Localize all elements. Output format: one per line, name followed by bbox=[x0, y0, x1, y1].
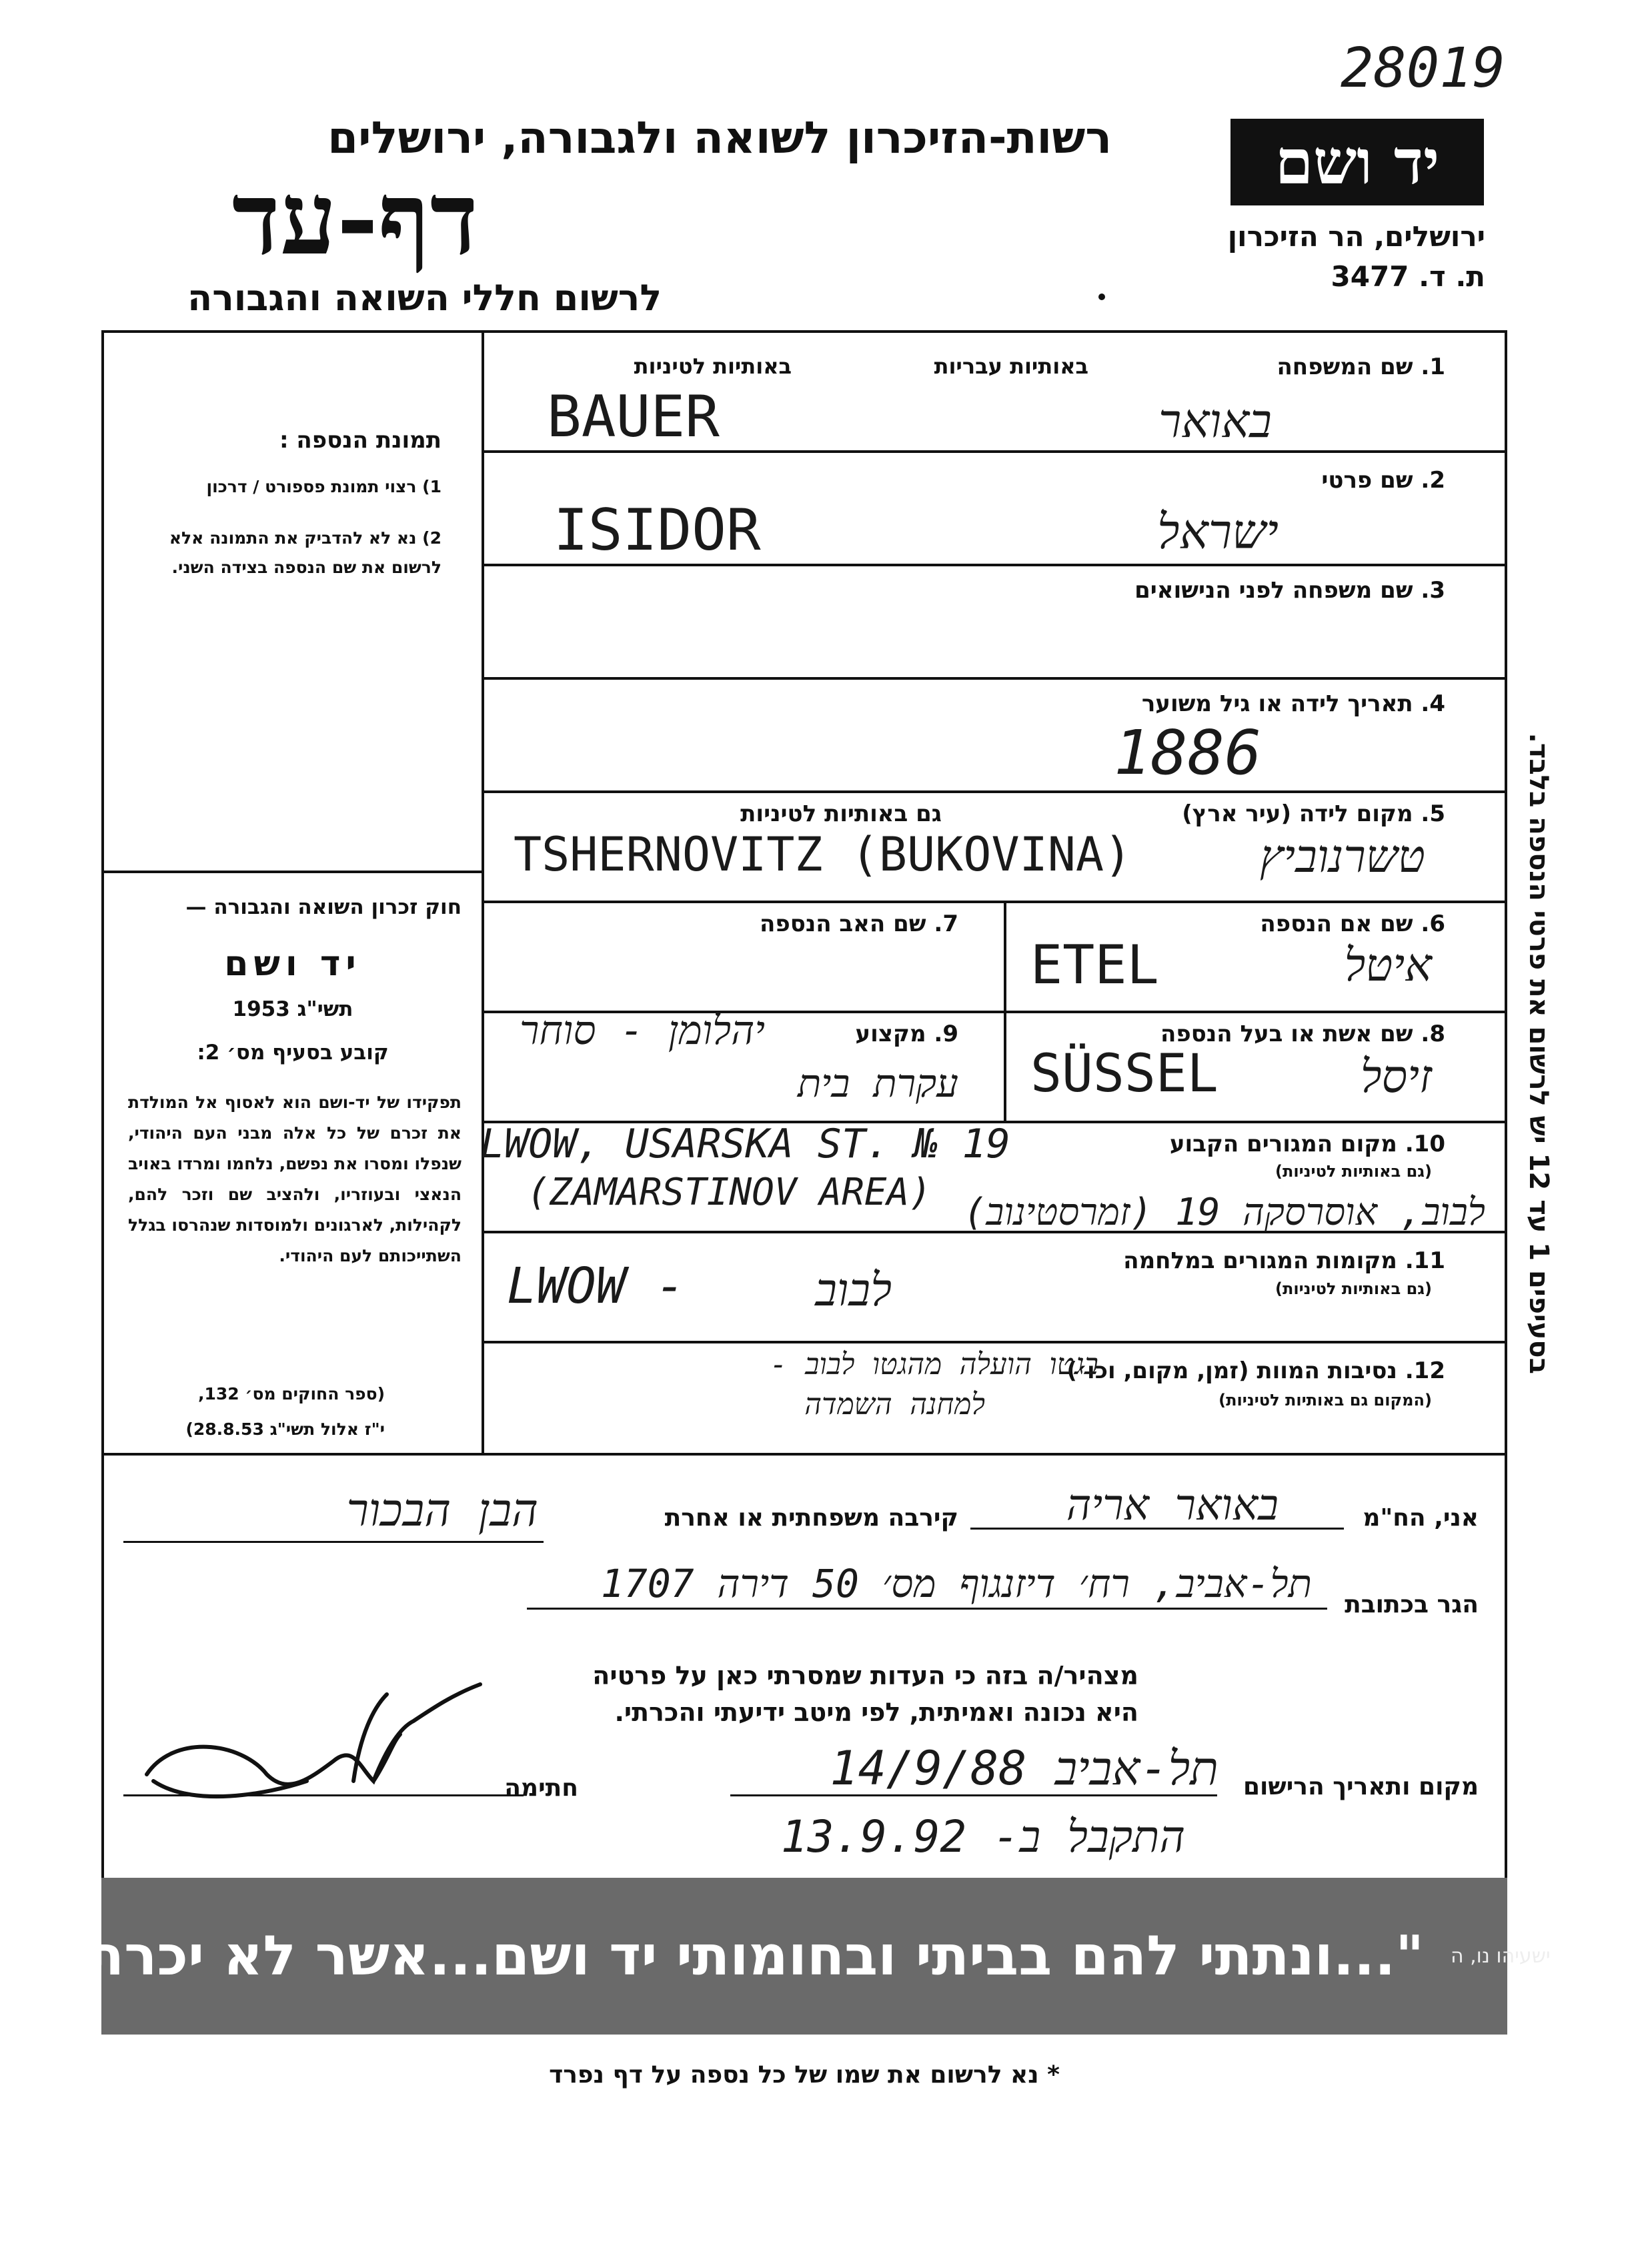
mid-column-divider bbox=[1004, 901, 1006, 1121]
field-8-label: 8. שם אשת או בעל הנספה bbox=[1160, 1021, 1445, 1047]
field-2-hebrew-value: ישראל bbox=[1156, 504, 1279, 560]
footer-note: * נא לרשום את שמו של כל נספה על דף נפרד bbox=[549, 2061, 1060, 2089]
field-12-label: 12. נסיבות המוות (זמן, מקום, וכו׳) bbox=[1066, 1357, 1445, 1384]
field-10-latin-line-1: LWOW, USARSKA ST. № 19 bbox=[480, 1121, 1010, 1167]
authority-name: רשות-הזיכרון לשואה ולגבורה, ירושלים bbox=[327, 112, 1112, 163]
row-divider-5 bbox=[482, 901, 1507, 903]
field-7-label: 7. שם האב הנספה bbox=[760, 911, 958, 937]
field-6-latin-value: ETEL bbox=[1030, 934, 1159, 996]
field-9-value-1: יהלומן - סוחר bbox=[520, 1007, 765, 1054]
col-header-hebrew: באותיות עבריות bbox=[934, 354, 1088, 379]
field-1-hebrew-value: באואר bbox=[1158, 394, 1272, 448]
field-10-hebrew-value: לבוב, אוסרסקה 19 (זמרסטינוב) bbox=[963, 1191, 1485, 1234]
row-divider-4 bbox=[482, 790, 1507, 793]
field-8-hebrew-value: זיסל bbox=[1360, 1051, 1432, 1103]
banner-quote: "...ונתתי להם בביתי ובחומותי יד ושם...אשר לא יכרת" bbox=[58, 1924, 1424, 1988]
field-12-value-2: למחנה השמדה bbox=[804, 1387, 985, 1422]
logo-pobox: ת. ד. 3477 bbox=[1331, 260, 1485, 293]
archive-number: 28019 bbox=[1341, 37, 1505, 100]
address-label: הגר בכתובת bbox=[1345, 1591, 1479, 1618]
field-6-label: 6. שם אם הנספה bbox=[1260, 911, 1445, 937]
field-1-label: 1. שם המשפחה bbox=[1277, 354, 1445, 380]
logo-text: יד ושם bbox=[1275, 126, 1440, 198]
photo-law-divider bbox=[101, 871, 484, 873]
relation-value: הבן הבכור bbox=[346, 1484, 538, 1537]
signature-mark bbox=[133, 1681, 520, 1814]
row-divider-2 bbox=[482, 564, 1507, 566]
field-5-latin-note: גם באותיות לטיניות bbox=[740, 800, 942, 827]
law-year: תשי"ג 1953 bbox=[232, 997, 353, 1021]
form-title: דף-עד bbox=[231, 160, 478, 277]
signature-label: חתימה bbox=[504, 1774, 578, 1802]
left-column-bottom bbox=[101, 1453, 1507, 1456]
declarant-i-label: אני, הח"מ bbox=[1363, 1504, 1479, 1532]
field-5-hebrew-value: טשרנוביץ bbox=[1259, 830, 1425, 883]
law-heading: חוק זכרון השואה והגבורה — bbox=[185, 895, 462, 919]
photo-note-1: 1) רצוי תמונת פספורט / דרכון bbox=[206, 477, 442, 496]
field-2-latin-value: ISIDOR bbox=[554, 497, 761, 564]
logo-address: ירושלים, הר הזיכרון bbox=[1227, 220, 1485, 253]
declaration-line-1: מצהיר/ה בזה כי העדות שמסרתי כאן על פרטיה bbox=[592, 1661, 1138, 1690]
left-column-divider bbox=[482, 330, 484, 1454]
law-name: יד ושם bbox=[224, 944, 361, 984]
field-9-label: 9. מקצוע bbox=[855, 1021, 958, 1047]
field-8-latin-value: SÜSSEL bbox=[1030, 1044, 1218, 1104]
received-note: התקבל ב- 13.9.92 bbox=[780, 1811, 1185, 1862]
relation-label: קירבה משפחתית או אחרת bbox=[664, 1504, 958, 1532]
declarant-name: באואר אריה bbox=[1066, 1481, 1279, 1530]
law-ref-2: י"ז אלול תשי"ג 28.8.53) bbox=[185, 1420, 385, 1439]
row-divider-1 bbox=[482, 450, 1507, 453]
place-date-label: מקום ותאריך הרישום bbox=[1243, 1773, 1479, 1800]
field-6-hebrew-value: איטל bbox=[1344, 939, 1432, 992]
quote-banner bbox=[58, 1878, 1551, 2035]
law-section: קובע בסעיף מס׳ 2: bbox=[197, 1041, 389, 1065]
dot-mark bbox=[1098, 294, 1105, 300]
banner-source: ישעיהו נו, ה bbox=[1451, 1944, 1551, 1968]
field-9-value-2: עקרת בית bbox=[797, 1061, 958, 1106]
address-line bbox=[527, 1608, 1327, 1610]
field-11-latin-value: LWOW - bbox=[507, 1257, 686, 1315]
field-10-label: 10. מקום המגורים הקבוע bbox=[1169, 1131, 1445, 1157]
photo-note-2: 2) נא לא להדביק את התמונה אלא לרשום את שם הנספה בצידה השני. bbox=[169, 528, 442, 577]
field-11-hebrew-value: לבוב bbox=[815, 1264, 892, 1317]
declaration-line-2: היא נכונה ואמיתית, לפי מיטב ידיעתי והכרתי. bbox=[614, 1698, 1138, 1727]
photo-box-title: תמונת הנספה : bbox=[279, 427, 442, 454]
law-ref-1: (ספר החוקים מס׳ 132, bbox=[198, 1384, 385, 1403]
row-divider-9 bbox=[482, 1341, 1507, 1343]
yad-vashem-logo bbox=[1230, 119, 1484, 205]
place-date-value: תל-אביב 14/9/88 bbox=[830, 1741, 1218, 1796]
relation-line bbox=[123, 1541, 544, 1543]
field-4-value: 1886 bbox=[1114, 717, 1262, 788]
row-divider-3 bbox=[482, 677, 1507, 680]
field-12-value-1: בגטו הועלה מהגטו לבוב - bbox=[770, 1347, 1098, 1381]
field-1-latin-value: BAUER bbox=[547, 384, 720, 450]
field-11-label: 11. מקומות המגורים במלחמה bbox=[1123, 1247, 1445, 1274]
field-10-latin-line-2: (ZAMARSTINOV AREA) bbox=[527, 1171, 932, 1214]
field-12-sublabel: (המקום גם באותיות לטיניות) bbox=[1218, 1391, 1432, 1410]
field-5-label: 5. מקום לידה (עיר ארץ) bbox=[1182, 800, 1445, 827]
field-3-label: 3. שם משפחה לפני הנישואים bbox=[1134, 577, 1445, 604]
field-10-sublabel: (גם באותיות לטיניות) bbox=[1275, 1162, 1432, 1181]
field-11-sublabel: (גם באותיות לטיניות) bbox=[1275, 1279, 1432, 1298]
address-value: תל-אביב, רח׳ דיזנגוף מס׳ 50 דירה 1707 bbox=[600, 1561, 1312, 1606]
side-note: בסעיפים 1 עד 12 יש לרשום את פרטי הנספה בלבד. bbox=[1523, 732, 1554, 1374]
field-4-label: 4. תאריך לידה או גיל משוער bbox=[1141, 690, 1445, 717]
law-body: תפקידו של יד-ושם הוא לאסוף אל המולדת את זכרם של כל אלה מבני העם היהודי, שנפלו ומסרו את נפשם, נלחמו ומרדו באויב הנאצי ובעוזריו, ולהציב שם וזכר להם, לקהילות, לארגונים ולמוסדות שנהרסו בגלל השתייכותם לעם היהודי. bbox=[128, 1093, 462, 1265]
form-subtitle: לרשום חללי השואה והגבורה bbox=[187, 277, 662, 319]
field-5-latin-value: TSHERNOVITZ (BUKOVINA) bbox=[514, 827, 1132, 882]
col-header-latin: באותיות לטיניות bbox=[634, 354, 792, 379]
field-2-label: 2. שם פרטי bbox=[1321, 467, 1445, 494]
